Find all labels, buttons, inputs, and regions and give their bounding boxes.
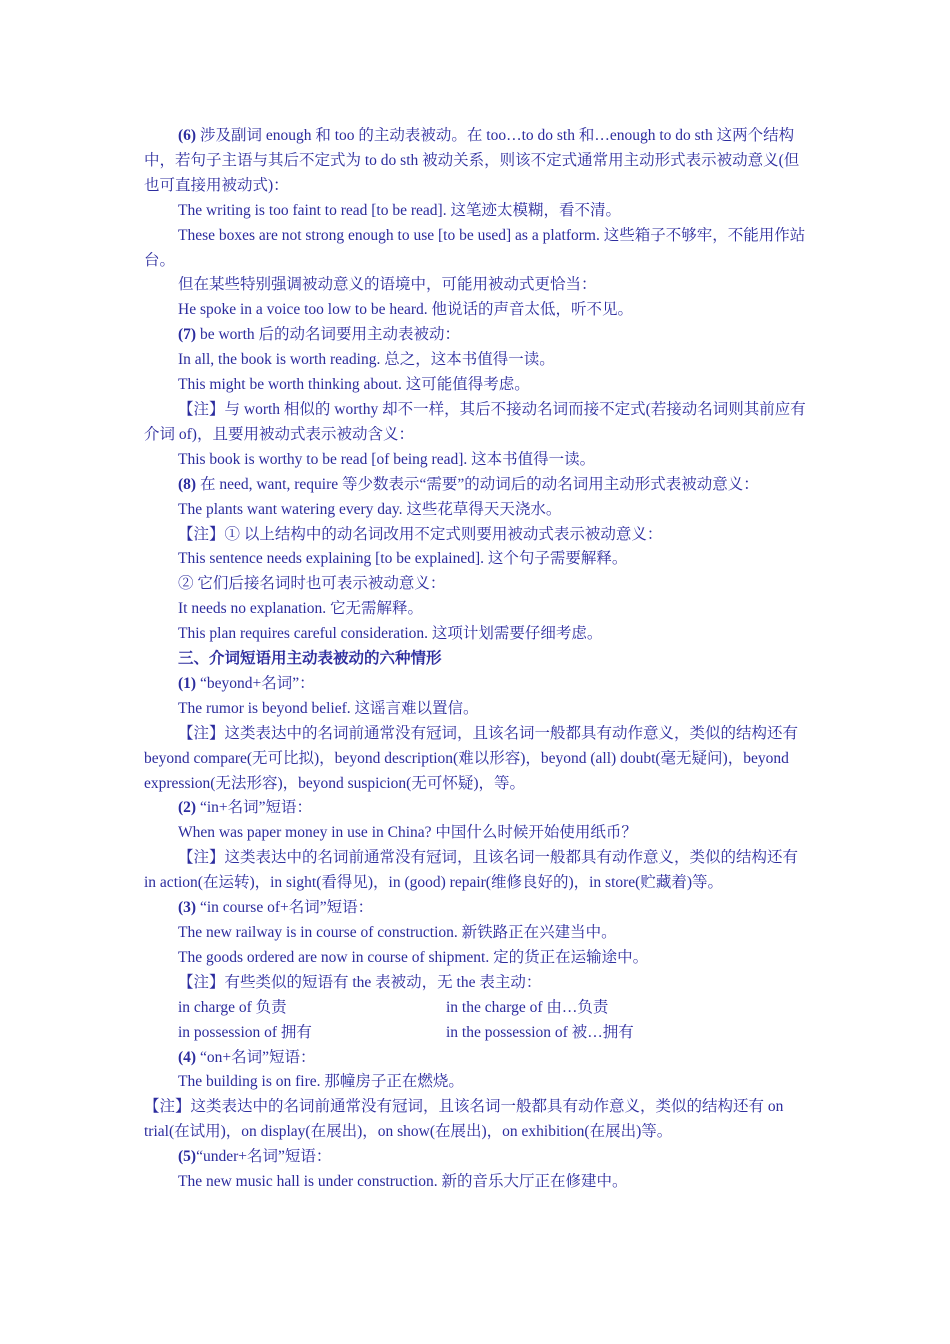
section-number: (6) [178,127,200,144]
item-text: “on+名词”短语： [199,1048,316,1066]
section-text: be worth 后的动名词要用主动表被动： [199,326,460,344]
item-number: (3) [178,899,200,917]
item-3-title [144,896,812,921]
phrase-passive: in the possession of 被…拥有 [446,1023,634,1041]
item-text: “under+名词”短语： [196,1148,332,1166]
item-4-title [144,1046,812,1071]
phrase-active: in charge of 负责 [178,998,287,1016]
example: This book is worthy to be read [of being read]. 这本书值得一读。 [178,450,596,468]
phrase-pair-row [144,1021,812,1046]
phrase-active: in possession of 拥有 [178,1023,312,1041]
note: 【注】这类表达中的名词前通常没有冠词，且该名词一般都具有动作意义，类似的结构还有 beyond compare(无可比拟)，beyond description(难以形容)，beyond (all) doubt(毫无疑问)，beyond expression(无法形容)，beyond suspicion(无可怀疑)，等。 [144,724,799,792]
example: This might be worth thinking about. 这可能值得考虑。 [178,376,530,394]
example: The goods ordered are now in course of shipment. 定的货正在运输途中。 [178,948,649,966]
note: 【注】这类表达中的名词前通常没有冠词，且该名词一般都具有动作意义，类似的结构还有 in action(在运转)，in sight(看得见)，in (good) repair(维修良好的)，in store(贮藏着)等。 [144,849,799,892]
note: ② 它们后接名词时也可表示被动意义： [178,575,446,593]
note: 【注】这类表达中的名词前通常没有冠词，且该名词一般都具有动作意义，类似的结构还有 on trial(在试用)，on display(在展出)，on show(在展出)，on exhibition(在展出)等。 [144,1098,784,1141]
example: He spoke in a voice too low to be heard. 他说话的声音太低，听不见。 [178,301,634,319]
example: The plants want watering every day. 这些花草得天天浇水。 [178,500,562,518]
section-7-intro [144,323,812,348]
note: 【注】有些类似的短语有 the 表被动，无 the 表主动： [178,973,542,991]
phrase-passive: in the charge of 由…负责 [446,998,609,1016]
example: The new railway is in course of construction. 新铁路正在兴建当中。 [178,924,617,941]
note: 但在某些特别强调被动意义的语境中，可能用被动式更恰当： [178,276,597,294]
example: These boxes are not strong enough to use [to be used] as a platform. 这些箱子不够牢，不能用作站台。 [144,226,806,269]
example: When was paper money in use in China? 中国什么时候开始使用纸币？ [178,824,637,842]
item-2-title [144,796,812,821]
example: This sentence needs explaining [to be explained]. 这个句子需要解释。 [178,550,628,568]
example: The building is on fire. 那幢房子正在燃烧。 [178,1073,464,1091]
item-1-title [144,672,812,697]
phrase-pair-row [144,996,812,1021]
example: The writing is too faint to read [to be read]. 这笔迹太模糊，看不清。 [178,201,621,219]
example: It needs no explanation. 它无需解释。 [178,600,423,618]
section-8-intro [144,473,812,498]
section-heading: 三、介词短语用主动表被动的六种情形 [178,650,442,668]
item-number: (4) [178,1048,200,1066]
document-body [144,124,812,1195]
item-number: (1) [178,674,200,692]
item-number: (5) [178,1148,197,1166]
section-text: 在 need, want, require 等少数表示“需要”的动词后的动名词用主动形式表被动意义： [199,475,759,493]
example: This plan requires careful consideration. 这项计划需要仔细考虑。 [178,625,603,643]
item-text: “in+名词”短语： [199,799,313,817]
section-number: (7) [178,326,200,344]
item-number: (2) [178,799,200,817]
item-5-title [144,1145,812,1170]
note: 【注】① 以上结构中的动名词改用不定式则要用被动式表示被动意义： [178,525,663,543]
item-text: “in course of+名词”短语： [199,899,374,917]
section-number: (8) [178,475,200,493]
section-6-intro [144,124,812,199]
note: 【注】与 worth 相似的 worthy 却不一样，其后不接动名词而接不定式(若接动名词则其前应有介词 of)，且要用被动式表示被动含义： [144,400,806,443]
section-text: 涉及副词 enough 和 too 的主动表被动。在 too…to do sth 和…enough to do sth 这两个结构中，若句子主语与其后不定式为 to do sth 被动关系，则该不定式通常用主动形式表示被动意义(但也可直接用被动式)： [144,127,800,194]
example: The rumor is beyond belief. 这谣言难以置信。 [178,699,479,717]
example: The new music hall is under construction. 新的音乐大厅正在修建中。 [178,1173,628,1191]
item-text: “beyond+名词”： [199,674,315,692]
example: In all, the book is worth reading. 总之，这本书值得一读。 [178,351,555,369]
